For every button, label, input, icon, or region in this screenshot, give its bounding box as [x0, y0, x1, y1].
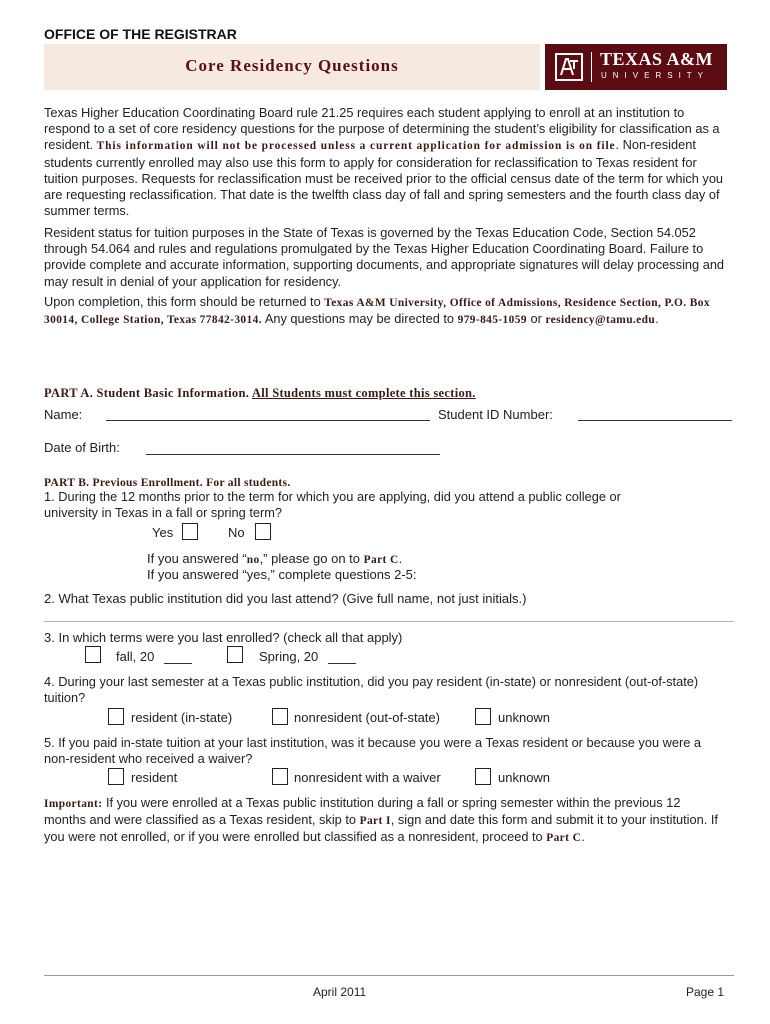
footer-date: April 2011 — [313, 985, 367, 999]
important-text: If you were enrolled at a Texas public institution during a fall or spring semester within the previous 12 months and were classified as a Texas resident, skip to — [44, 795, 681, 828]
name-field[interactable] — [106, 420, 430, 421]
return-address: Texas A&M University, Office of Admissions, Residence Section, P.O. Box 30014, College Station, Texas 77842-3014. — [44, 297, 710, 327]
logo-divider — [591, 52, 592, 82]
logo-wordmark: TEXAS A&M — [600, 49, 714, 69]
q5-unknown-label: unknown — [498, 770, 551, 785]
dob-field[interactable] — [146, 454, 440, 455]
important-note — [44, 795, 724, 847]
question-5: 5. If you paid in-state tuition at your last institution, was it because you were a Texas resident or because you were a non-resident who received a waiver? — [44, 735, 702, 767]
footer-divider — [44, 975, 734, 976]
intro-paragraph-1 — [44, 105, 734, 219]
q3-fall-label: fall, 20 — [116, 649, 155, 664]
q1-yes-checkbox[interactable] — [182, 523, 198, 540]
processing-notice: This information will not be processed unless a current application for admission is on file — [96, 140, 616, 153]
student-id-label: Student ID Number: — [438, 407, 553, 422]
question-1: 1. During the 12 months prior to the term for which you are applying, did you attend a public college or university in Texas in a fall or spring term? — [44, 489, 621, 521]
question-3: 3. In which terms were you last enrolled? (check all that apply) — [44, 630, 403, 645]
part-a-heading — [44, 385, 476, 401]
q1-if-yes-instruction: If you answered “yes,” complete questions 2-5: — [147, 567, 417, 582]
q4-resident-checkbox[interactable] — [108, 708, 124, 725]
q1-if-no-instruction — [147, 551, 402, 568]
q1-no-label: No — [228, 525, 245, 540]
instruction-text: . — [398, 551, 403, 566]
q3-spring-year-field[interactable] — [328, 663, 356, 664]
contact-text: . — [655, 311, 659, 327]
tamu-logo — [545, 44, 727, 90]
question-2: 2. What Texas public institution did you last attend? (Give full name, not just initials.) — [44, 591, 527, 606]
q3-fall-year-field[interactable] — [164, 663, 192, 664]
important-text: . — [581, 829, 585, 845]
return-text: Upon completion, this form should be returned to — [44, 294, 325, 309]
instruction-text: ,” please go on to — [259, 551, 364, 566]
q5-unknown-checkbox[interactable] — [475, 768, 491, 785]
part-c-reference: Part C — [363, 554, 399, 566]
part-a-instruction: All Students must complete this section. — [251, 386, 476, 400]
atm-logo-mark — [555, 53, 583, 81]
intro-paragraph-3 — [44, 294, 734, 328]
q4-unknown-checkbox[interactable] — [475, 708, 491, 725]
page-number: Page 1 — [686, 985, 725, 999]
q5-waiver-checkbox[interactable] — [272, 768, 288, 785]
page-title: Core Residency Questions — [185, 56, 399, 75]
intro-paragraph-2: Resident status for tuition purposes in the State of Texas is governed by the Texas Education Code, Section 54.052 through 54.064 and rules and regulations promulgated by the Texas Higher Education Coordinating Board. Failure to provide complete and accurate information, supporting documents, and appropriate signatures will delay processing and may result in denial of your application for residency. — [44, 225, 725, 289]
q4-resident-label: resident (in-state) — [131, 710, 233, 725]
part-c-reference: Part C — [546, 832, 582, 845]
q5-resident-label: resident — [131, 770, 178, 785]
no-answer: no — [246, 554, 260, 566]
contact-phone[interactable]: 979-845-1059 — [457, 314, 527, 327]
part-i-reference: Part I — [359, 815, 391, 828]
contact-email-link[interactable]: residency@tamu.edu — [545, 314, 656, 327]
intro-text: . Non-resident students currently enrolled may also use this form to apply for consideration for reclassification to Texas resident for tuition purposes. Requests for reclassification must be received prior to the official census date of the term for which you are requesting reclassification. That date is the twelfth class day of fall and spring semesters and the fourth class day of summer terms. — [44, 137, 724, 219]
dob-label: Date of Birth: — [44, 440, 120, 455]
important-label: Important: — [44, 798, 103, 810]
intro-text: Texas Higher Education Coordinating Board rule 21.25 requires each student applying to enroll at an institution to respond to a set of core residency questions for the purpose of determining the student’s eligibility for classification as a resident. — [44, 105, 720, 153]
q2-answer-line[interactable] — [44, 621, 734, 622]
q1-no-checkbox[interactable] — [255, 523, 271, 540]
q5-waiver-label: nonresident with a waiver — [294, 770, 441, 785]
name-label: Name: — [44, 407, 83, 422]
instruction-text: If you answered “ — [147, 551, 247, 566]
logo-subtitle: UNIVERSITY — [601, 71, 710, 80]
question-4: 4. During your last semester at a Texas public institution, did you pay resident (in-state) or nonresident (out-of-state) tuition? — [44, 674, 699, 706]
office-label: OFFICE OF THE REGISTRAR — [44, 26, 237, 42]
important-text: , sign and date this form and submit it to your institution. If you were not enrolled, or if you were enrolled but classified as a nonresident, proceed to — [44, 812, 718, 845]
contact-text: Any questions may be directed to — [261, 311, 458, 327]
q4-nonresident-label: nonresident (out-of-state) — [294, 710, 440, 725]
q1-yes-label: Yes — [152, 525, 174, 540]
title-banner — [44, 44, 540, 90]
q3-spring-checkbox[interactable] — [227, 646, 243, 663]
q3-fall-checkbox[interactable] — [85, 646, 101, 663]
q4-unknown-label: unknown — [498, 710, 551, 725]
student-id-field[interactable] — [578, 420, 732, 421]
q3-spring-label: Spring, 20 — [259, 649, 319, 664]
part-b-title: PART B. Previous Enrollment. For all students. — [44, 477, 291, 489]
q4-nonresident-checkbox[interactable] — [272, 708, 288, 725]
part-a-title: PART A. Student Basic Information. — [44, 386, 252, 400]
contact-text: or — [526, 311, 546, 327]
q5-resident-checkbox[interactable] — [108, 768, 124, 785]
